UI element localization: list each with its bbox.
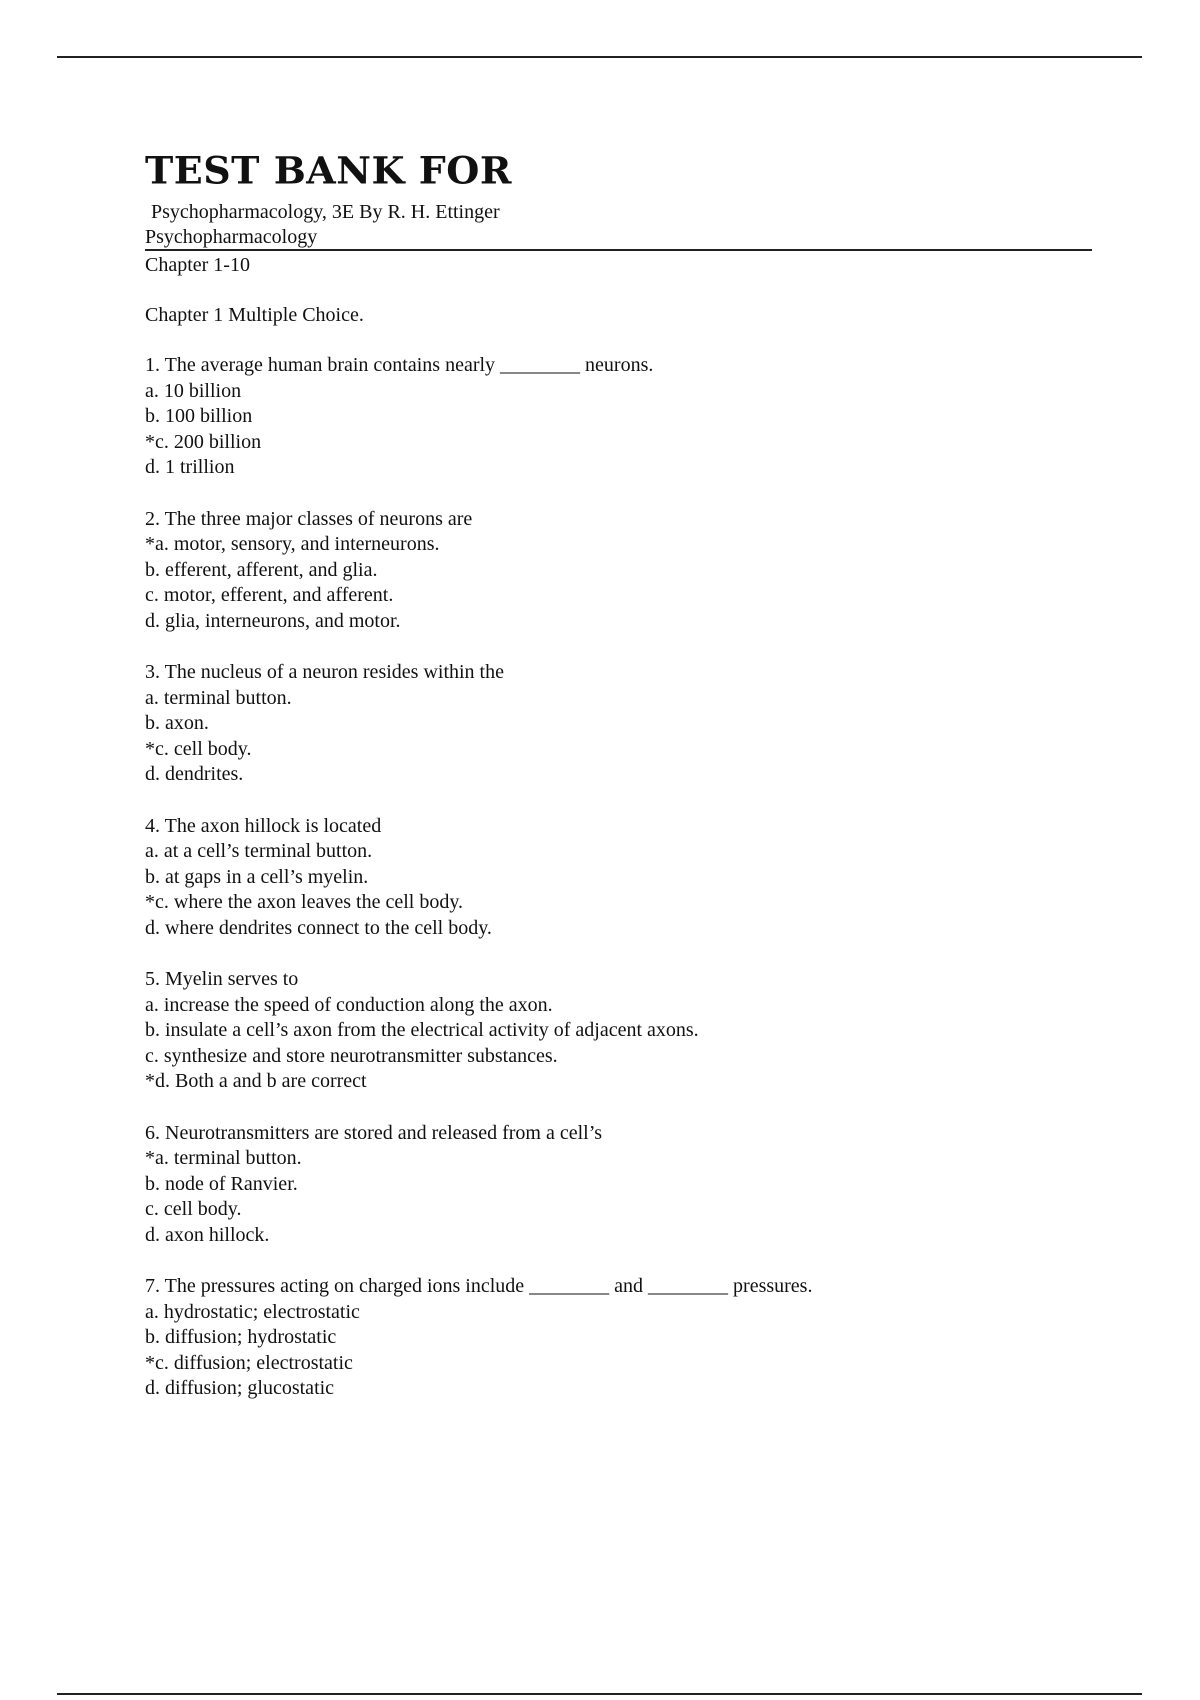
- question-3: [145, 660, 1092, 788]
- question-stem: 4. The axon hillock is located: [145, 814, 382, 837]
- document-title: TEST BANK FOR: [145, 148, 512, 193]
- question-2: [145, 507, 1092, 635]
- answer-option: *c. cell body.: [145, 737, 252, 760]
- question-stem: 7. The pressures acting on charged ions include ________ and ________ pressures.: [145, 1275, 813, 1297]
- answer-option: c. synthesize and store neurotransmitter substances.: [145, 1044, 558, 1067]
- answer-option: *c. diffusion; electrostatic: [145, 1351, 353, 1374]
- top-page-rule: [57, 56, 1142, 58]
- answer-option: d. 1 trillion: [145, 456, 235, 478]
- answer-option: a. 10 billion: [145, 379, 242, 402]
- question-1: [145, 353, 1092, 481]
- bottom-page-rule: [57, 1693, 1142, 1695]
- question-stem: 6. Neurotransmitters are stored and released from a cell’s: [145, 1121, 603, 1144]
- question-4: [145, 814, 1092, 942]
- answer-option: *d. Both a and b are correct: [145, 1070, 367, 1092]
- answer-option: d. dendrites.: [145, 763, 244, 785]
- question-stem: 2. The three major classes of neurons are: [145, 507, 473, 530]
- answer-option: a. terminal button.: [145, 686, 292, 709]
- answer-option: c. motor, efferent, and afferent.: [145, 584, 394, 606]
- answer-option: b. diffusion; hydrostatic: [145, 1326, 337, 1348]
- answer-option: *a. terminal button.: [145, 1147, 302, 1169]
- answer-option: b. at gaps in a cell’s myelin.: [145, 865, 369, 888]
- answer-option: b. axon.: [145, 712, 209, 734]
- answer-option: b. 100 billion: [145, 405, 253, 427]
- question-7: [145, 1274, 1092, 1402]
- answer-option: d. glia, interneurons, and motor.: [145, 609, 401, 632]
- chapter-range: Chapter 1-10: [145, 254, 250, 276]
- answer-option: a. at a cell’s terminal button.: [145, 840, 373, 862]
- subject-heading: Psychopharmacology: [145, 225, 1092, 251]
- answer-option: b. efferent, afferent, and glia.: [145, 558, 378, 581]
- answer-option: c. cell body.: [145, 1198, 242, 1220]
- document-body: [145, 148, 1092, 1402]
- question-stem: 3. The nucleus of a neuron resides within the: [145, 661, 504, 683]
- answer-option: a. increase the speed of conduction along the axon.: [145, 993, 553, 1016]
- answer-option: *c. where the axon leaves the cell body.: [145, 891, 464, 913]
- question-5: [145, 967, 1092, 1095]
- answer-option: *a. motor, sensory, and interneurons.: [145, 533, 440, 555]
- book-subtitle: Psychopharmacology, 3E By R. H. Ettinger: [151, 201, 500, 223]
- answer-option: a. hydrostatic; electrostatic: [145, 1300, 360, 1323]
- question-6: [145, 1121, 1092, 1249]
- answer-option: d. diffusion; glucostatic: [145, 1377, 335, 1399]
- question-stem: 1. The average human brain contains nearly ________ neurons.: [145, 354, 654, 376]
- answer-option: d. where dendrites connect to the cell body.: [145, 916, 492, 939]
- section-heading: Chapter 1 Multiple Choice.: [145, 304, 364, 326]
- answer-option: b. insulate a cell’s axon from the electrical activity of adjacent axons.: [145, 1019, 699, 1041]
- answer-option: *c. 200 billion: [145, 430, 262, 453]
- answer-option: d. axon hillock.: [145, 1223, 270, 1246]
- answer-option: b. node of Ranvier.: [145, 1172, 298, 1195]
- question-stem: 5. Myelin serves to: [145, 968, 299, 990]
